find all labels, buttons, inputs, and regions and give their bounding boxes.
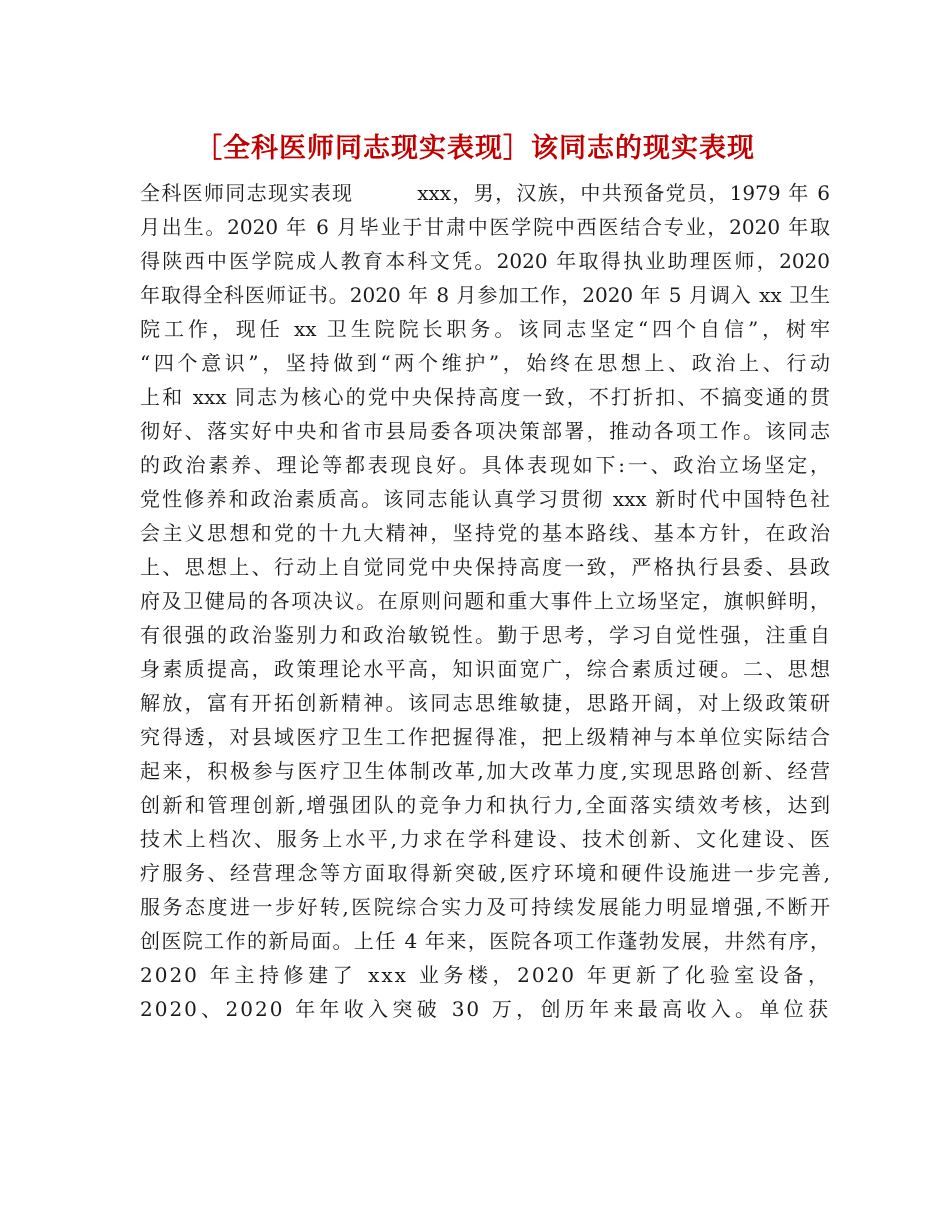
document-title: ［全科医师同志现实表现］该同志的现实表现	[195, 133, 755, 164]
body-line: 上和 xxx 同志为核心的党中央保持高度一致，不打折扣、不搞变通的贯	[140, 385, 830, 409]
body-line: 得陕西中医学院成人教育本科文凭。2020 年取得执业助理医师，2020	[140, 249, 830, 273]
body-line: 会主义思想和党的十九大精神，坚持党的基本路线、基本方针，在政治	[140, 521, 830, 545]
body-line: 2020 年主持修建了 xxx 业务楼，2020 年更新了化验室设备，	[140, 963, 830, 987]
body-line: 解放，富有开拓创新精神。该同志思维敏捷，思路开阔，对上级政策研	[140, 691, 830, 715]
body-line: 院工作，现任 xx 卫生院院长职务。该同志坚定“四个自信”，树牢	[140, 317, 830, 341]
body-line: 上、思想上、行动上自觉同党中央保持高度一致，严格执行县委、县政	[140, 555, 830, 579]
body-line: 2020、2020 年年收入突破 30 万，创历年来最高收入。单位获	[140, 997, 830, 1021]
body-line: 月出生。2020 年 6 月毕业于甘肃中医学院中西医结合专业，2020 年取	[140, 215, 830, 239]
body-line: 年取得全科医师证书。2020 年 8 月参加工作，2020 年 5 月调入 xx 卫生	[140, 283, 830, 307]
body-line: 创新和管理创新,增强团队的竞争力和执行力,全面落实绩效考核，达到	[140, 793, 830, 817]
body-line: 有很强的政治鉴别力和政治敏锐性。勤于思考，学习自觉性强，注重自	[140, 623, 830, 647]
body-line: 技术上档次、服务上水平,力求在学科建设、技术创新、文化建设、医	[140, 827, 830, 851]
body-line: 全科医师同志现实表现 xxx，男，汉族，中共预备党员，1979 年 6	[140, 181, 830, 205]
body-line: 服务态度进一步好转,医院综合实力及可持续发展能力明显增强,不断开	[140, 895, 830, 919]
body-line: 究得透，对县域医疗卫生工作把握得准，把上级精神与本单位实际结合	[140, 725, 830, 749]
body-line: 府及卫健局的各项决议。在原则问题和重大事件上立场坚定，旗帜鲜明，	[140, 589, 830, 613]
body-line: 起来，积极参与医疗卫生体制改革,加大改革力度,实现思路创新、经营	[140, 759, 830, 783]
body-line: 身素质提高，政策理论水平高，知识面宽广，综合素质过硬。二、思想	[140, 657, 830, 681]
body-line: 党性修养和政治素质高。该同志能认真学习贯彻 xxx 新时代中国特色社	[140, 487, 830, 511]
body-line: “四个意识”，坚持做到“两个维护”，始终在思想上、政治上、行动	[140, 351, 830, 375]
body-line: 彻好、落实好中央和省市县局委各项决策部署，推动各项工作。该同志	[140, 419, 830, 443]
body-line: 的政治素养、理论等都表现良好。具体表现如下:一、政治立场坚定，	[140, 453, 830, 477]
body-line: 疗服务、经营理念等方面取得新突破,医疗环境和硬件设施进一步完善,	[140, 861, 830, 885]
body-line: 创医院工作的新局面。上任 4 年来，医院各项工作蓬勃发展，井然有序，	[140, 929, 830, 953]
document-body	[140, 176, 830, 1026]
